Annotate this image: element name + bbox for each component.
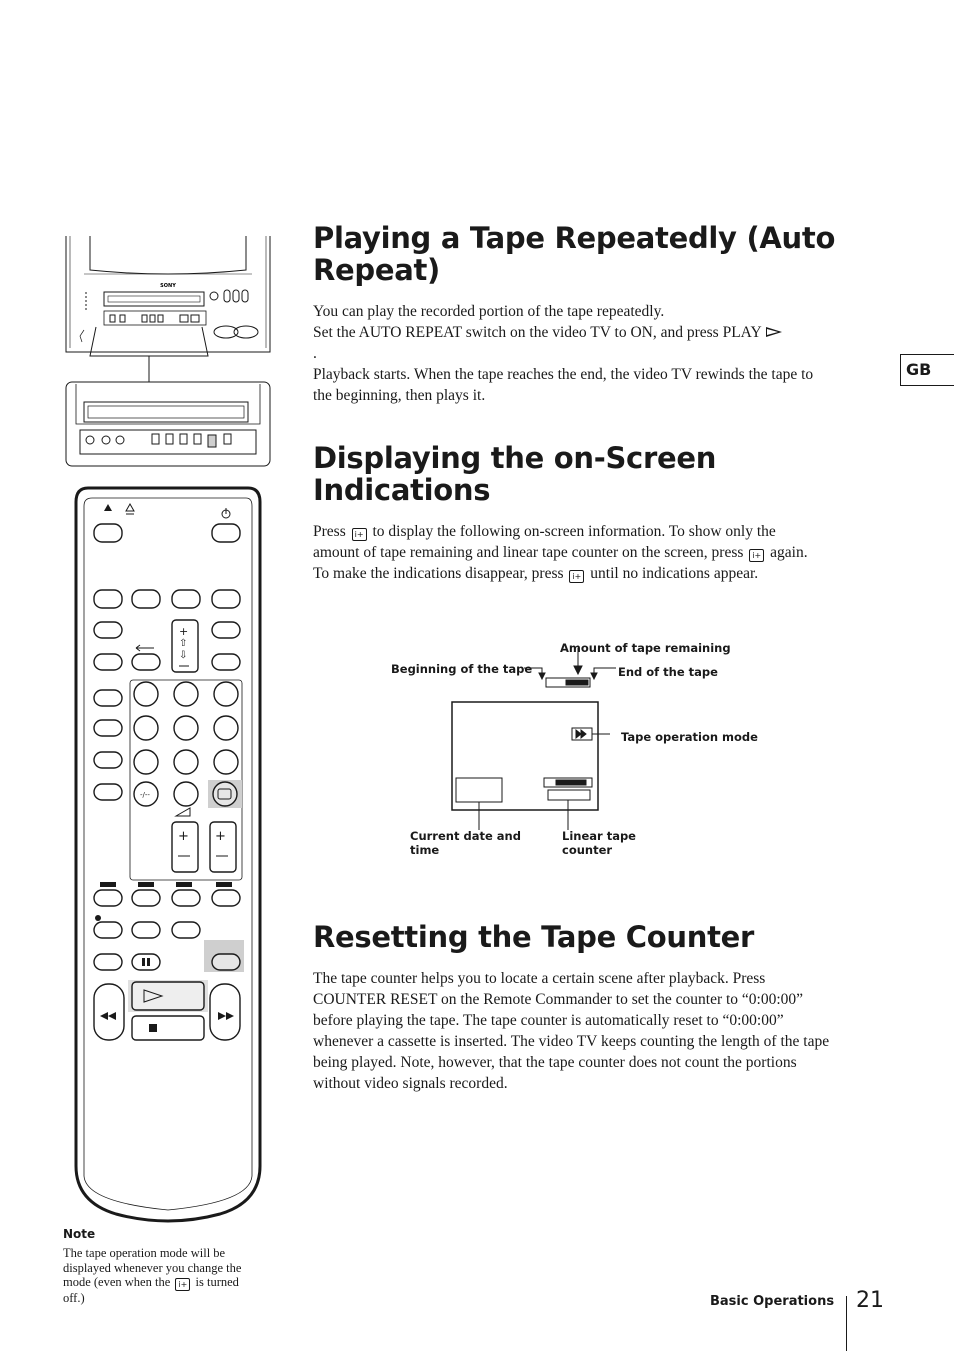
- svg-text:⇩: ⇩: [179, 650, 188, 661]
- note-text-b: is turned off.): [63, 1275, 239, 1305]
- auto-repeat-p2: [313, 322, 783, 364]
- note-title: Note: [63, 1227, 96, 1241]
- auto-repeat-title: Playing a Tape Repeatedly (Auto Repeat): [313, 221, 836, 287]
- display-info-icon: i+: [569, 570, 584, 583]
- note-text-a: The tape operation mode will be displayed whenever you change the mode (even when the: [63, 1246, 242, 1289]
- auto-repeat-p2-text: Set the AUTO REPEAT switch on the video TV to ON, and press PLAY: [313, 324, 762, 341]
- label-amount-remaining: Amount of tape remaining: [560, 641, 731, 655]
- counter-body: [313, 968, 833, 1094]
- display-info-icon: i+: [749, 549, 764, 562]
- svg-text:-/--: -/--: [140, 791, 150, 799]
- note-text: [63, 1246, 258, 1306]
- label-current-date-time: Current date and time: [410, 829, 521, 857]
- svg-text:+: +: [215, 829, 226, 844]
- onscreen-p1-c: again.: [770, 544, 808, 561]
- onscreen-p1-b: to display the following on-screen information. To show only the amount of tape remaining and linear tape counter on the screen, press: [313, 523, 776, 561]
- onscreen-p2: [313, 563, 833, 584]
- svg-text:+: +: [178, 829, 189, 844]
- counter-title: Resetting the Tape Counter: [313, 920, 755, 954]
- remote-commander-illustration: [70, 486, 266, 1228]
- tv-brand: SONY: [160, 283, 176, 289]
- svg-text:⇧: ⇧: [179, 638, 188, 649]
- svg-text:+: +: [179, 625, 189, 638]
- onscreen-title: Displaying the on-Screen Indications: [313, 441, 717, 507]
- onscreen-p1: [313, 521, 823, 563]
- footer-divider: [846, 1296, 847, 1351]
- auto-repeat-p3: Playback starts. When the tape reaches the end, the video TV rewinds the tape to the beginning, then plays it.: [313, 366, 814, 404]
- auto-repeat-p2-end: .: [313, 345, 317, 362]
- counter-p1: The tape counter helps you to locate a certain scene after playback. Press COUNTER RESET on the Remote Commander to set the counter to “0:00:00” before playing the tape. The tape counter is automatically reset to “0:00:00” whenever a cassette is inserted. The video TV keeps counting the length of the tape being played. Note, however, that the tape counter does not count the portions without video signals recorded.: [313, 970, 830, 1092]
- footer-section-name: Basic Operations: [710, 1294, 835, 1309]
- onscreen-body: [313, 521, 833, 584]
- onscreen-p1-a: Press: [313, 523, 346, 540]
- tv-front-illustration: [60, 232, 280, 472]
- auto-repeat-p1: You can play the recorded portion of the tape repeatedly.: [313, 303, 665, 320]
- label-beginning-of-tape: Beginning of the tape: [391, 662, 533, 676]
- auto-repeat-body: [313, 301, 833, 406]
- play-icon: [766, 327, 782, 337]
- label-linear-tape-counter: Linear tape counter: [562, 829, 636, 857]
- language-tab: GB: [900, 354, 954, 386]
- label-end-of-tape: End of the tape: [618, 665, 718, 679]
- page-number: 21: [856, 1288, 884, 1313]
- onscreen-p2-b: until no indications appear.: [590, 565, 759, 582]
- display-info-icon: i+: [175, 1278, 190, 1291]
- display-info-icon: i+: [352, 528, 367, 541]
- label-tape-operation-mode: Tape operation mode: [621, 730, 758, 744]
- onscreen-p2-a: To make the indications disappear, press: [313, 565, 564, 582]
